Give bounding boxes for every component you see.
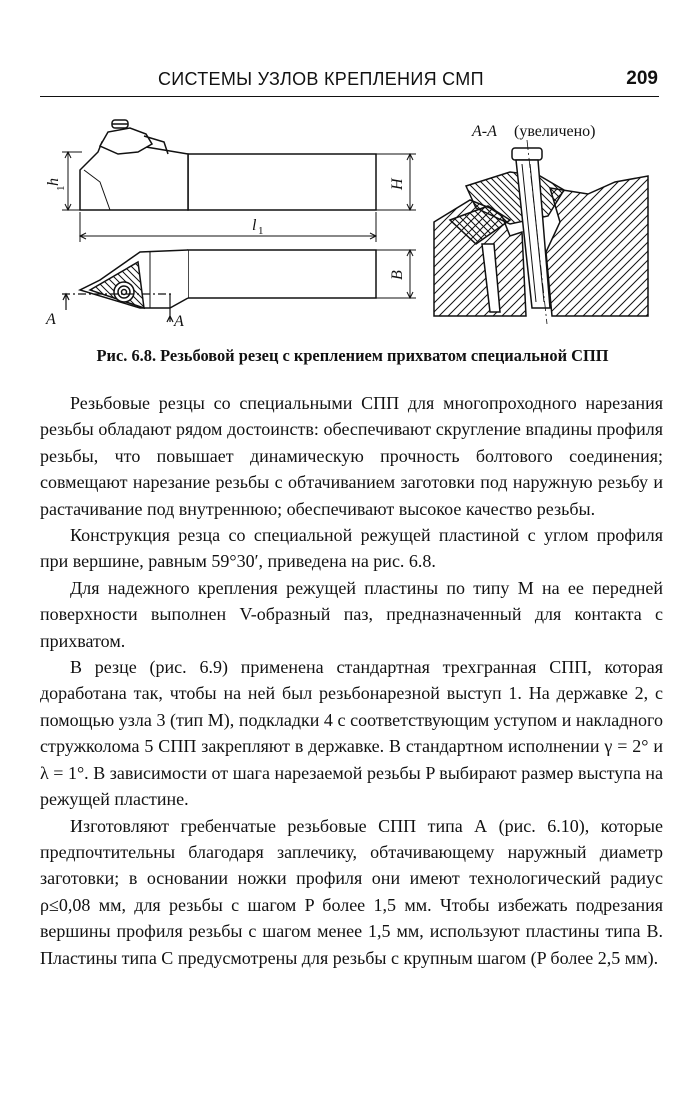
figure-caption: Рис. 6.8. Резьбовой резец с креплением прихватом специальной СПП	[96, 346, 609, 365]
paragraph: В резце (рис. 6.9) применена стандартная трехгранная СПП, которая доработана так, чтобы на ней был резьбонарезной выступ 1. На державке 2, с помощью узла 3 (тип М), подкладки 4 с соответствующим уступом и накладного стружколома 5 СПП закрепляют в державке. В стандартном исполнении γ = 2° и λ = 1°. В зависимости от шага нарезаемой резьбы P выбирают размер выступа на режущей пластине.	[40, 657, 663, 810]
page-number: 209	[626, 68, 658, 89]
body-text	[40, 390, 663, 971]
dimension-l1	[80, 212, 376, 242]
header-rule	[40, 96, 659, 97]
running-title: СИСТЕМЫ УЗЛОВ КРЕПЛЕНИЯ СМП	[158, 69, 484, 89]
label-H: H	[389, 178, 406, 190]
label-A-left: A	[46, 311, 56, 328]
paragraph: Для надежного крепления режущей пластины по типу М на ее передней поверхности выполнен V-образный паз, предназначенный для контакта с прихватом.	[40, 577, 663, 651]
label-B: B	[389, 270, 406, 280]
figure-6-8	[40, 112, 665, 340]
label-l: l	[252, 217, 257, 234]
label-A-right: A	[174, 313, 184, 330]
dimension-h1	[62, 152, 82, 210]
label-l-sub: 1	[258, 225, 264, 237]
paragraph: Резьбовые резцы со специальными СПП для многопроходного нарезания резьбы обладают рядом достоинств: обеспечивают скругление впадины профиля резьбы, что повышает динамическую прочность болтового соединения; совмещают нарезание резьбы с обтачиванием заготовки под наружную резьбу и растачивание под внутреннюю; обеспечивают высокое качество резьбы.	[40, 393, 663, 519]
label-h: h	[45, 178, 62, 186]
section-title: A-A	[472, 123, 497, 140]
plan-view	[80, 250, 376, 308]
side-view	[80, 120, 376, 210]
section-note: (увеличено)	[514, 123, 596, 140]
paragraph: Изготовляют гребенчатые резьбовые СПП типа А (рис. 6.10), которые предпочтительны благодаря заплечику, обтачивающему наружный диаметр заготовки; в основании ножки профиля они имеют технологический радиус ρ≤0,08 мм, для резьбы с шагом P более 1,5 мм. Чтобы избежать подрезания вершины профиля резьбы с шагом менее 1,5 мм, используют пластины типа В. Пластины типа С предусмотрены для резьбы с крупным шагом (P более 2,5 мм).	[40, 815, 663, 968]
paragraph: Конструкция резца со специальной режущей пластиной с углом профиля при вершине, равным 59°30′, приведена на рис. 6.8.	[40, 525, 663, 572]
page-header	[158, 60, 658, 90]
label-h-sub: 1	[55, 185, 67, 191]
section-view	[434, 140, 648, 324]
cutter-drawing	[40, 112, 665, 340]
